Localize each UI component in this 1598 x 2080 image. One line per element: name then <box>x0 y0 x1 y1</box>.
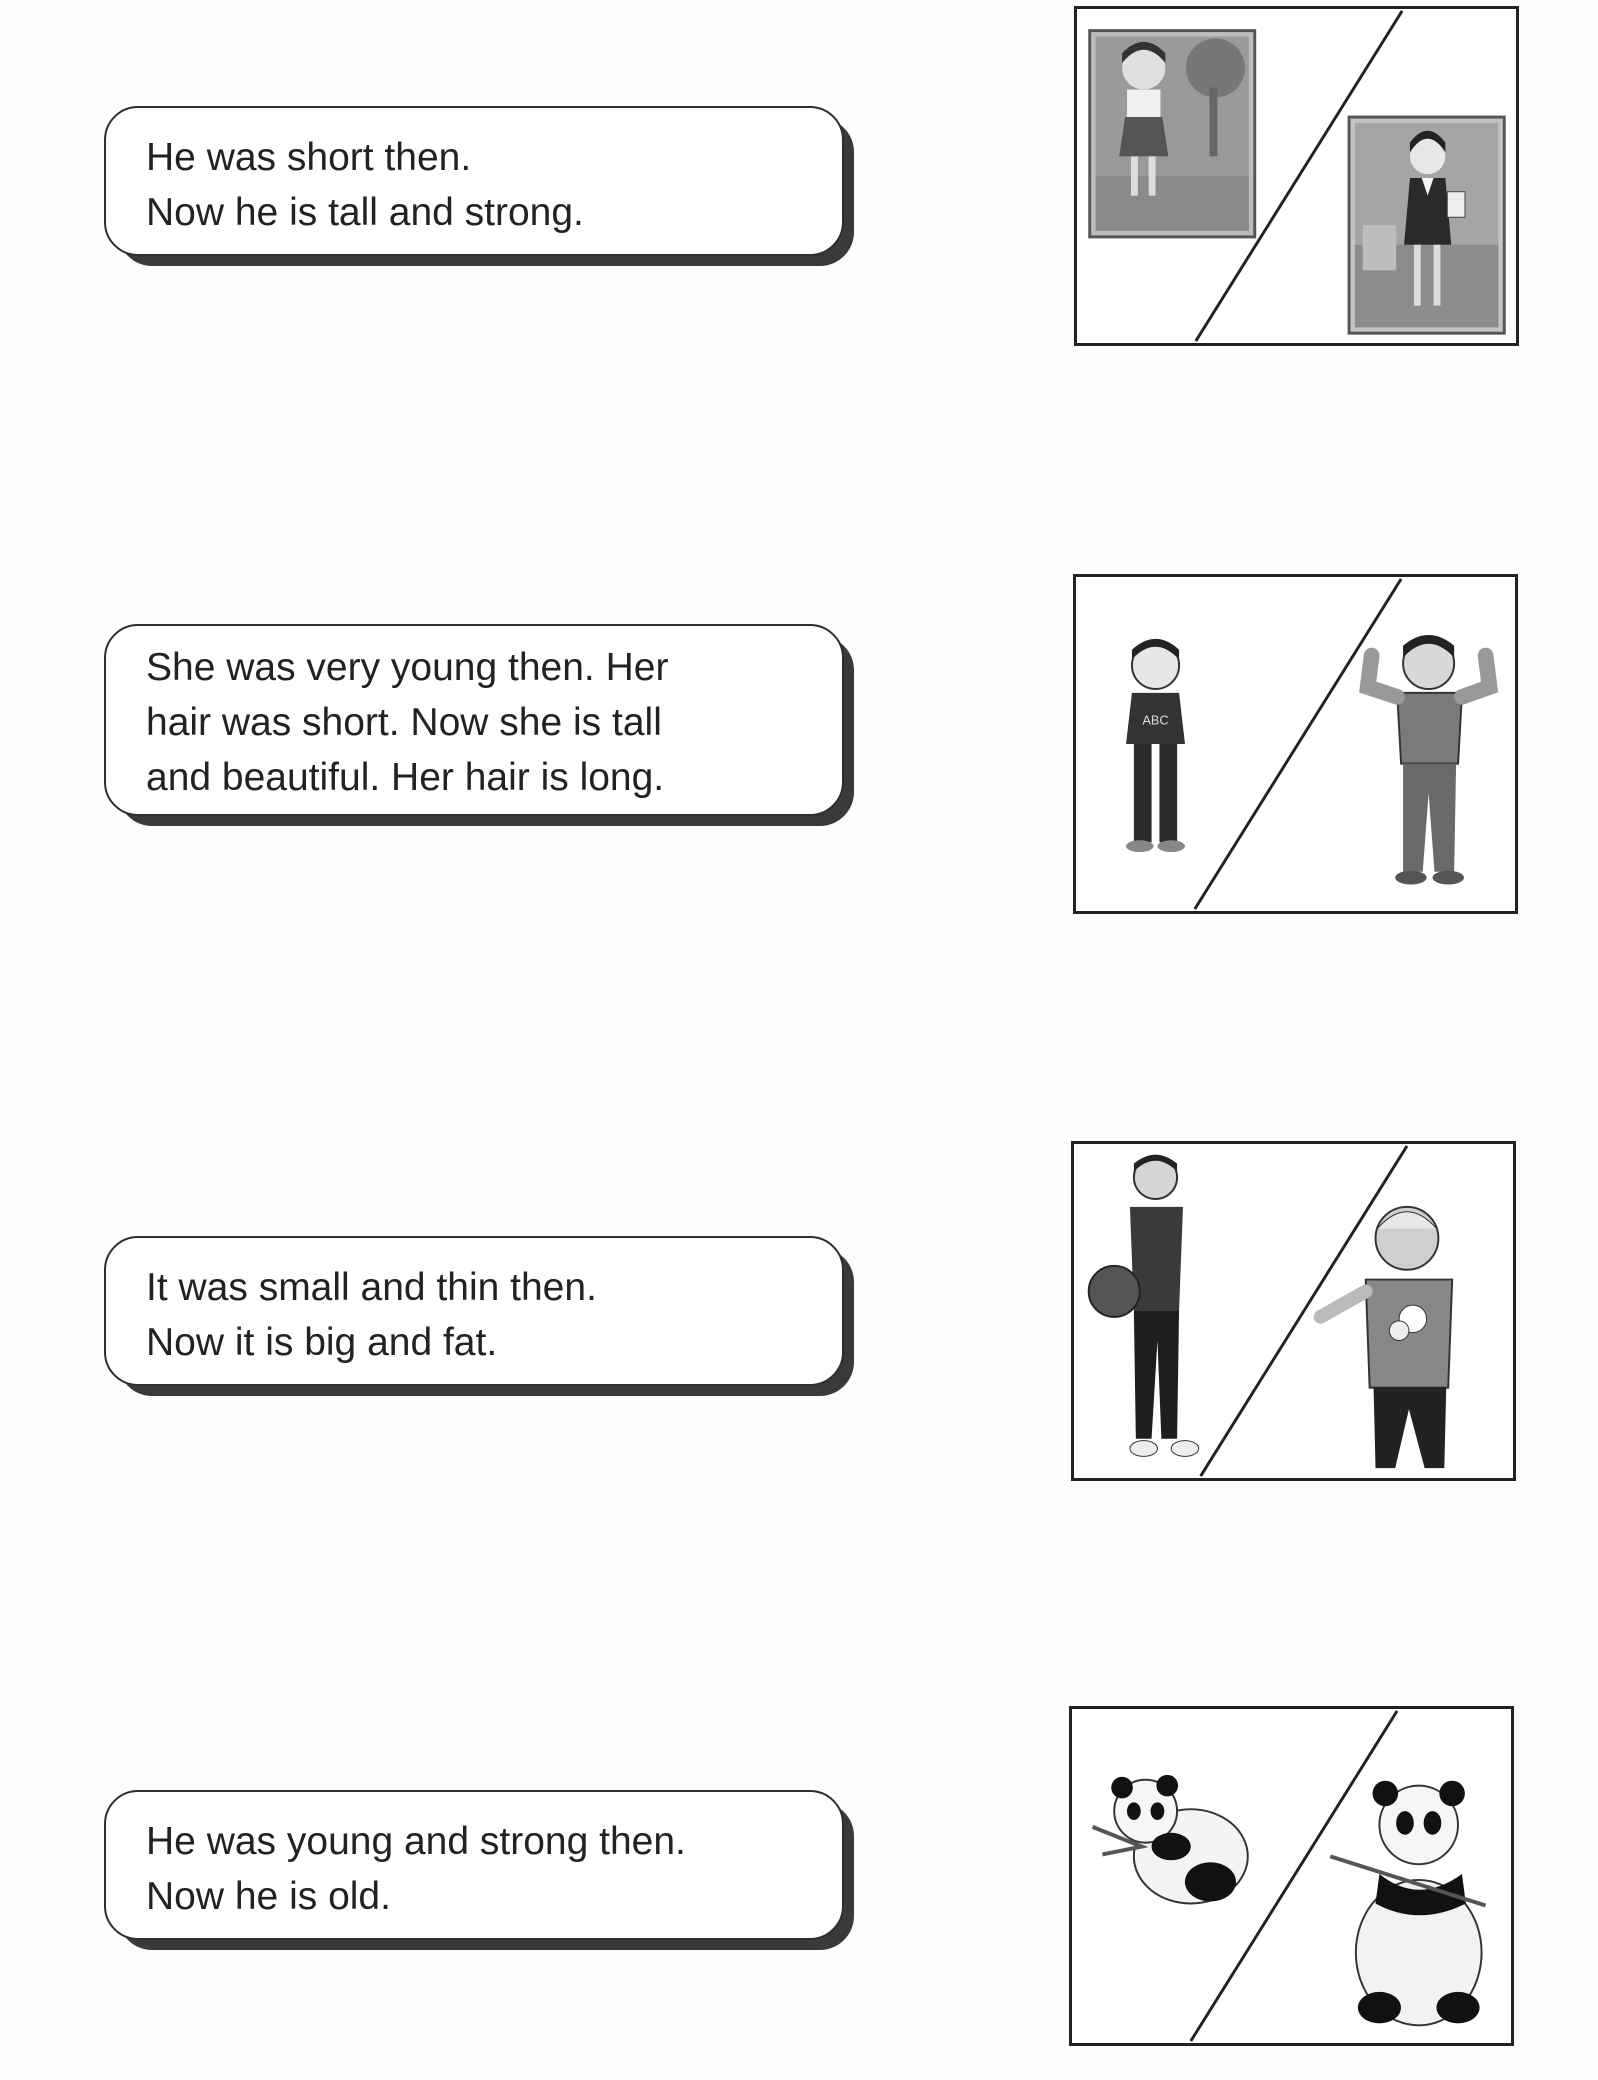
girl-photo-icon <box>1090 31 1255 237</box>
divider-line <box>1195 579 1401 909</box>
big-panda-icon <box>1330 1781 1485 2026</box>
caption-bubble <box>104 1236 844 1386</box>
panel-illustration <box>1072 1709 1511 2043</box>
caption-bubble <box>104 1790 844 1940</box>
caption-line: He was short then. <box>146 136 472 179</box>
old-man-flowers-icon <box>1321 1207 1453 1468</box>
caption-bubble <box>104 106 844 256</box>
caption-line: Now he is old. <box>146 1875 391 1918</box>
woman-photo-icon <box>1349 117 1504 333</box>
panel-illustration <box>1076 577 1515 911</box>
boy-abc-shirt-icon <box>1126 639 1185 852</box>
caption-line: Now it is big and fat. <box>146 1321 498 1364</box>
caption-line: Now he is tall and strong. <box>146 191 584 234</box>
caption-line: It was small and thin then. <box>146 1266 597 1309</box>
caption-box-4 <box>104 1790 844 1940</box>
strong-man-icon <box>1368 635 1490 885</box>
caption-line: and beautiful. Her hair is long. <box>146 756 665 799</box>
panel-illustration <box>1074 1144 1513 1478</box>
caption-line: hair was short. Now she is tall <box>146 701 662 744</box>
panel-illustration <box>1077 9 1516 343</box>
caption-line: He was young and strong then. <box>146 1820 686 1863</box>
panda-cub-icon <box>1093 1775 1248 1904</box>
young-man-ball-icon <box>1089 1155 1199 1457</box>
picture-panel-4 <box>1069 1706 1514 2046</box>
picture-panel-3 <box>1071 1141 1516 1481</box>
caption-box-2 <box>104 624 844 816</box>
caption-box-1 <box>104 106 844 256</box>
shirt-text: ABC <box>1142 712 1169 728</box>
caption-line: She was very young then. Her <box>146 646 669 689</box>
picture-panel-1 <box>1074 6 1519 346</box>
caption-bubble <box>104 624 844 816</box>
caption-box-3 <box>104 1236 844 1386</box>
picture-panel-2 <box>1073 574 1518 914</box>
